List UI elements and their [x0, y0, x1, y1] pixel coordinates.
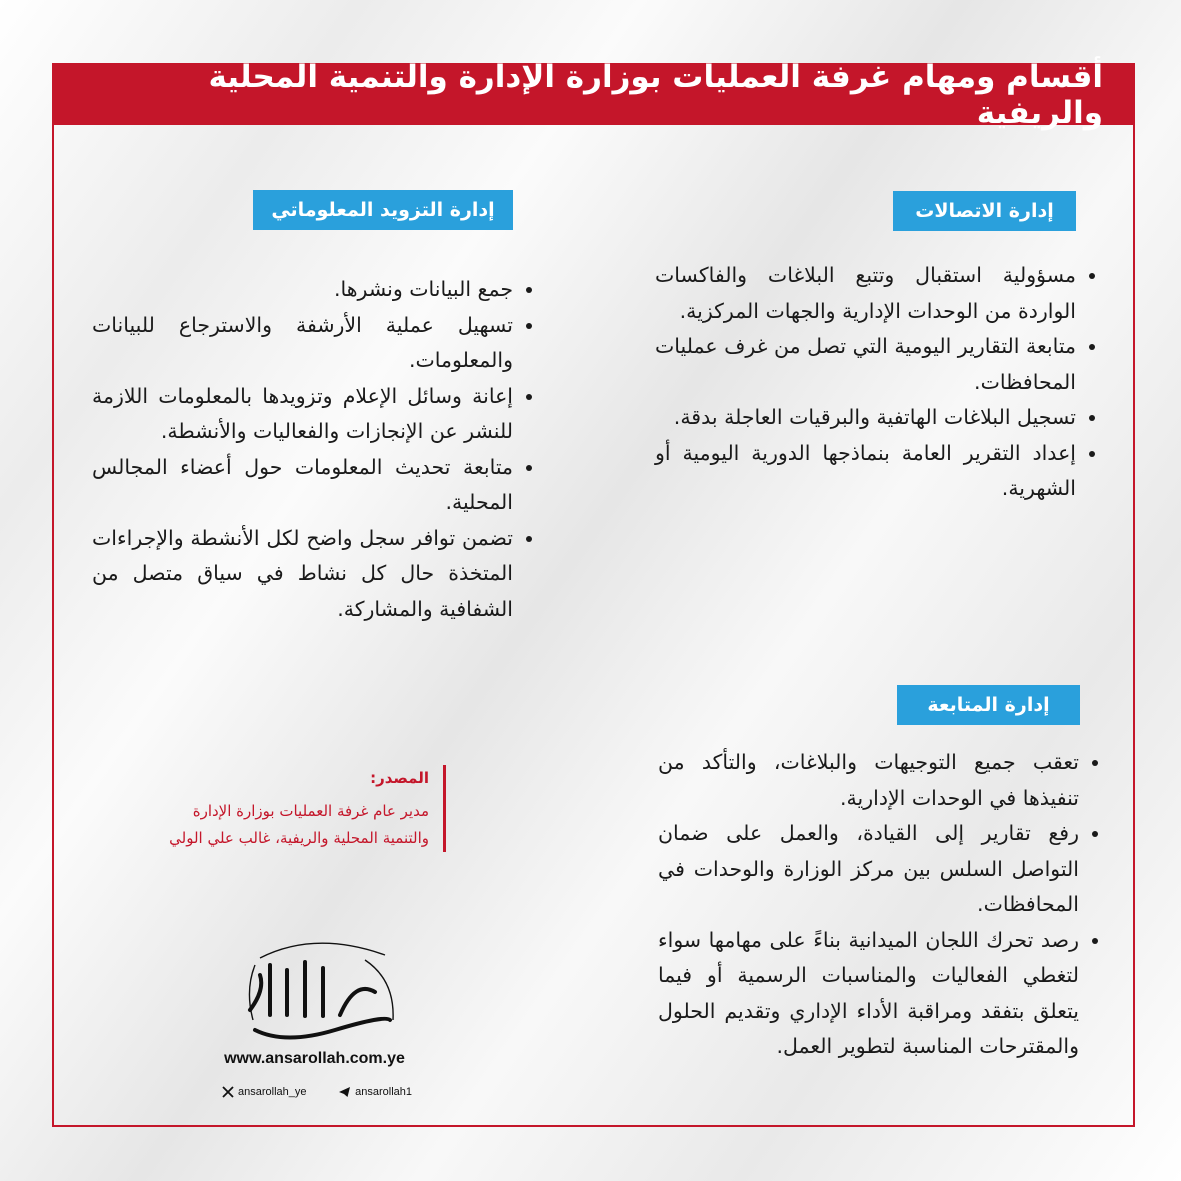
list-item: إعداد التقرير العامة بنماذجها الدورية اليومية أو الشهرية. [655, 436, 1076, 507]
x-icon [222, 1086, 234, 1098]
list-followup [658, 745, 1101, 1065]
telegram-icon [338, 1086, 351, 1098]
list-item: تعقب جميع التوجيهات والبلاغات، والتأكد من تنفيذها في الوحدات الإدارية. [658, 745, 1079, 816]
list-item: تسهيل عملية الأرشفة والاسترجاع للبيانات والمعلومات. [92, 308, 513, 379]
social-handles [222, 1086, 412, 1098]
list-item: متابعة تحديث المعلومات حول أعضاء المجالس المحلية. [92, 450, 513, 521]
list-item: إعانة وسائل الإعلام وتزويدها بالمعلومات اللازمة للنشر عن الإنجازات والفعاليات والأنشطة. [92, 379, 513, 450]
dept-label-followup: إدارة المتابعة [897, 685, 1080, 725]
source-line-1: مدير عام غرفة العمليات بوزارة الإدارة [192, 802, 429, 820]
list-item: جمع البيانات ونشرها. [92, 272, 513, 308]
list-information [92, 272, 535, 627]
ansarollah-logo [215, 920, 415, 1060]
dept-label-communications: إدارة الاتصالات [893, 191, 1076, 231]
page-title: أقسام ومهام غرفة العمليات بوزارة الإدارة والتنمية المحلية والريفية [54, 65, 1133, 125]
list-item: رصد تحرك اللجان الميدانية بناءً على مهامها سواء لتغطي الفعاليات والمناسبات الرسمية أو فيما يتعلق بتفقد ومراقبة الأداء الإداري وتقديم الحلول والمقترحات المناسبة لتطوير العمل. [658, 923, 1079, 1065]
dept-label-information: إدارة التزويد المعلوماتي [253, 190, 513, 230]
x-handle: ansarollah_ye [238, 1086, 307, 1098]
list-item: رفع تقارير إلى القيادة، والعمل على ضمان التواصل السلس بين مركز الوزارة والوحدات في المحافظات. [658, 816, 1079, 923]
source-heading: المصدر: [370, 769, 429, 787]
list-communications [655, 258, 1098, 507]
source-note [80, 765, 446, 852]
list-item: تسجيل البلاغات الهاتفية والبرقيات العاجلة بدقة. [655, 400, 1076, 436]
list-item: مسؤولية استقبال وتتبع البلاغات والفاكسات الواردة من الوحدات الإدارية والجهات المركزية. [655, 258, 1076, 329]
list-item: متابعة التقارير اليومية التي تصل من غرف عمليات المحافظات. [655, 329, 1076, 400]
telegram-handle-group[interactable] [338, 1086, 412, 1098]
website-url[interactable]: www.ansarollah.com.ye [224, 1050, 405, 1067]
telegram-handle: ansarollah1 [355, 1086, 412, 1098]
list-item: تضمن توافر سجل واضح لكل الأنشطة والإجراءات المتخذة حال كل نشاط في سياق متصل من الشفافية والمشاركة. [92, 521, 513, 628]
source-line-2: والتنمية المحلية والريفية، غالب علي الولي [169, 829, 429, 847]
x-handle-group[interactable] [222, 1086, 307, 1098]
